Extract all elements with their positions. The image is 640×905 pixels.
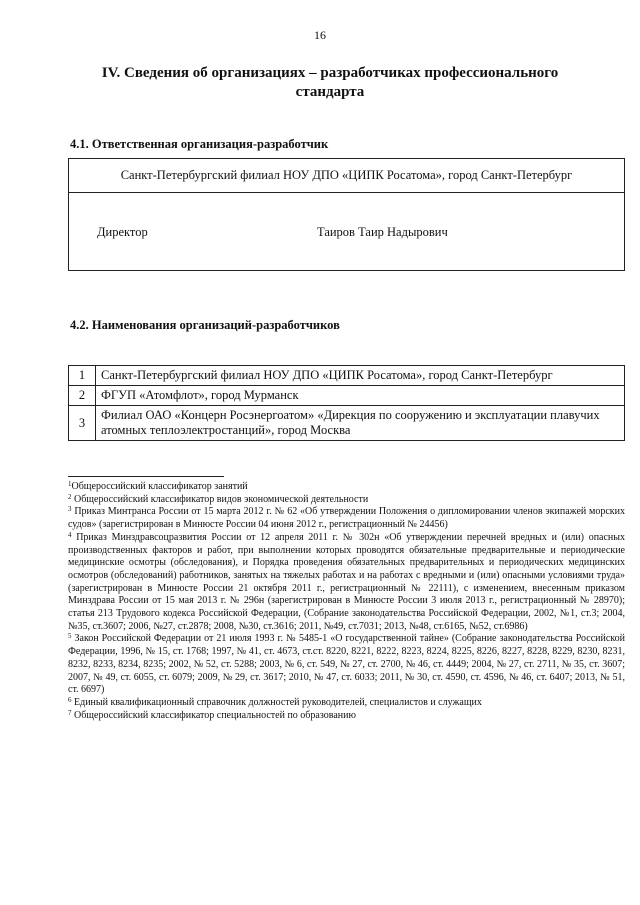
responsible-org-box xyxy=(68,158,625,271)
org-name: ФГУП «Атомфлот», город Мурманск xyxy=(96,386,625,406)
page-number: 16 xyxy=(314,28,326,42)
footnote xyxy=(68,506,625,531)
footnote-mark: 6 xyxy=(68,695,72,704)
footnote-text: Общероссийский классификатор специальностей по образованию xyxy=(74,709,356,721)
footnote-text: Закон Российской Федерации от 21 июля 1993 г. № 5485-1 «О государственной тайне» (Собрание законодательства Российской Федерации, 1996, № 15, ст. 1768; 1997, № 41, ст. 4673, ст.ст. 8220, 8221, 8222, 8223, 8224, 8225, 8226, 8227, 8228, 8229, 8230, 8231, 8232, 8233, 8234, 8235; 2002, № 52, ст. 5288; 2003, № 6, ст. 549, № 27, ст. 2700, № 46, ст. 4449; 2004, № 27, ст. 2711, № 35, ст. 3607; 2007, № 49, ст. 6055, ст. 6079; 2009, № 29, ст. 3617; 2010, № 47, ст. 6033; 2011, № 30, ст. 4590, ст. 4596, № 46, ст. 6407; 2013, № 51, ст. 6697) xyxy=(68,633,626,696)
responsible-org-role: Директор xyxy=(97,225,148,239)
footnote xyxy=(68,532,625,634)
responsible-org-person: Таиров Таир Надырович xyxy=(317,225,448,239)
responsible-org-divider xyxy=(69,192,624,193)
footnote-text: Общероссийский классификатор видов экономической деятельности xyxy=(74,493,369,505)
footnote-text: Общероссийский классификатор занятий xyxy=(71,481,248,492)
developer-orgs-table xyxy=(68,365,625,441)
row-number: 1 xyxy=(69,366,96,386)
footnote xyxy=(68,710,625,723)
footnote-mark: 5 xyxy=(68,632,72,641)
footnote xyxy=(68,494,625,507)
footnote-text: Единый квалификационный справочник должностей руководителей, специалистов и служащих xyxy=(74,696,482,708)
table-row xyxy=(69,406,625,441)
table-row xyxy=(69,386,625,406)
responsible-org-name: Санкт-Петербургский филиал НОУ ДПО «ЦИПК Росатома», город Санкт-Петербург xyxy=(120,168,573,182)
row-number: 3 xyxy=(69,406,96,441)
footnotes xyxy=(68,481,625,722)
footnote-mark: 1 xyxy=(68,480,72,488)
section-title: IV. Сведения об организациях – разработчиках профессионального стандарта xyxy=(101,65,559,100)
footnote-mark: 2 xyxy=(68,492,72,501)
footnote xyxy=(68,633,625,697)
footnote-text: Приказ Минтранса России от 15 марта 2012 г. № 62 «Об утверждении Положения о дипломировании членов экипажей морских судов» (зарегистрирован в Минюсте России 04 июня 2012 г., регистрационный № 24456) xyxy=(68,506,626,531)
footnote-separator xyxy=(68,476,224,477)
developer-orgs-heading: 4.2. Наименования организаций-разработчиков xyxy=(70,318,340,332)
footnote xyxy=(68,481,625,494)
row-number: 2 xyxy=(69,386,96,406)
responsible-org-heading: 4.1. Ответственная организация-разработчик xyxy=(70,137,329,151)
table-row xyxy=(69,366,625,386)
footnote-mark: 3 xyxy=(68,505,72,514)
org-name: Санкт-Петербургский филиал НОУ ДПО «ЦИПК Росатома», город Санкт-Петербург xyxy=(96,366,625,386)
footnote-text: Приказ Минздравсоцразвития России от 12 апреля 2011 г. № 302н «Об утверждении перечней вредных и (или) опасных производственных факторов и работ, при выполнении которых проводятся обязательные предварительные и периодические медицинские осмотры (обследования), и Порядка проведения обязательных предварительных и периодических медицинских осмотров (обследований) работников, занятых на тяжелых работах и на работах с вредными и (или) опасными условиями труда» (зарегистрирован в Минюсте России 21 октября 2011 г., регистрационный № 22111), с изменением, внесенным приказом Минздрава России от 15 мая 2013 г. № 296н (зарегистрирован в Минюсте России 3 июля 2013 г., регистрационный № 28970); статья 213 Трудового кодекса Российской Федерации, (Собрание законодательства Российской Федерации, 2002, №1, ст.3; 2004, №35, ст.3607; 2006, №27, ст.2878; 2008, №30, ст.3616; 2011, №49, ст.7031; 2013, №48, ст.6165, №52, ст.6986) xyxy=(68,531,625,632)
footnote xyxy=(68,697,625,710)
footnote-mark: 7 xyxy=(68,708,72,717)
org-name: Филиал ОАО «Концерн Росэнергоатом» «Дирекция по сооружению и эксплуатации плавучих атомных теплоэлектростанций», город Москва xyxy=(96,406,625,441)
footnote-mark: 4 xyxy=(68,530,72,539)
